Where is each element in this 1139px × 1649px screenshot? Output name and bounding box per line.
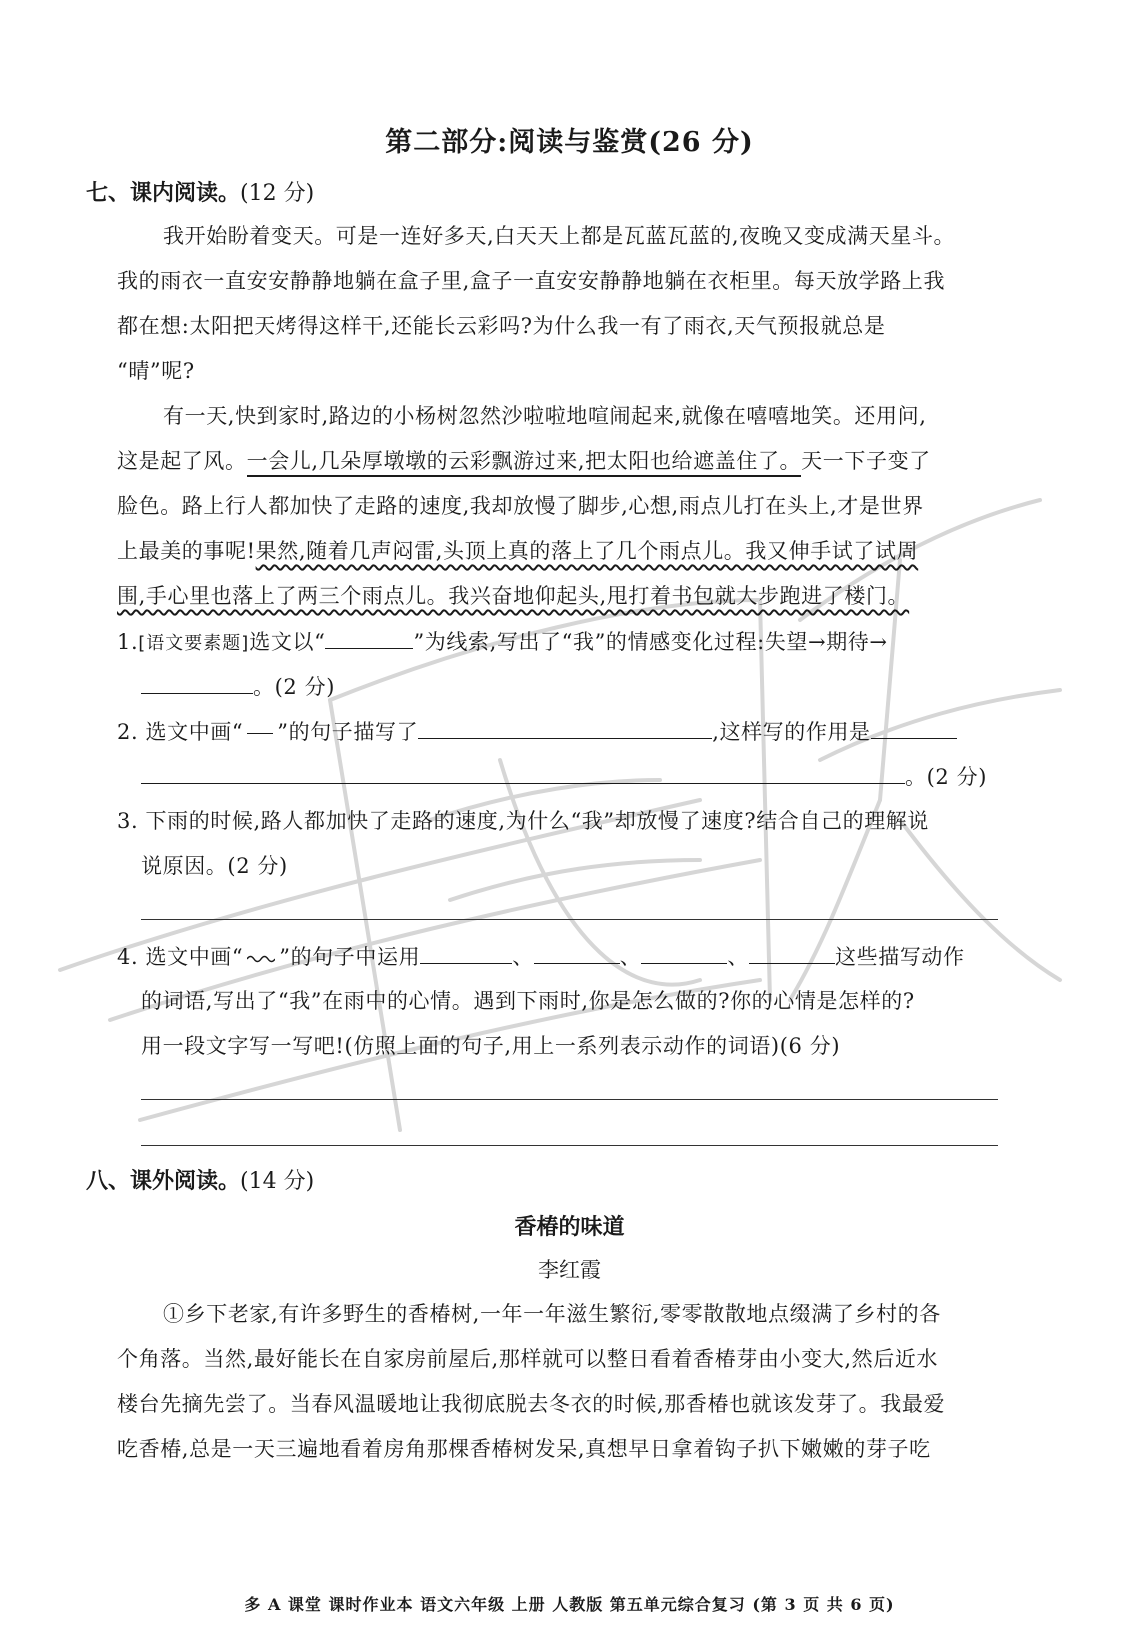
answer-line-q4-2[interactable]: [141, 1145, 998, 1146]
passage-p2-line3: 脸色。路上行人都加快了走路的速度,我却放慢了脚步,心想,雨点儿打在头上,才是世界: [117, 494, 924, 518]
separator: 、: [619, 945, 642, 969]
question-text: 。(2 分): [253, 675, 336, 699]
question-4-line2: 的词语,写出了“我”在雨中的心情。遇到下雨时,你是怎么做的?你的心情是怎样的?: [141, 989, 915, 1013]
question-text: ,这样写的作用是: [712, 720, 871, 744]
story-line-2: 个角落。当然,最好能长在自家房前屋后,那样就可以整日看着香椿芽由小变大,然后近水: [117, 1347, 939, 1371]
wavy-underlined-sentence: 果然,随着几声闷雷,头顶上真的落上了几个雨点儿。我又伸手试了试周: [255, 539, 919, 563]
section-7-heading: [86, 176, 314, 207]
wavy-line-sample-icon: [247, 954, 275, 964]
answer-blank-description[interactable]: [418, 716, 712, 739]
question-1-line2: [141, 671, 335, 702]
question-4: [117, 941, 965, 972]
story-line-1: ①乡下老家,有许多野生的香椿树,一年一年滋生繁衍,零零散散地点缀满了乡村的各: [163, 1302, 941, 1326]
answer-line-q4-1[interactable]: [141, 1099, 998, 1100]
question-text: 这些描写动作: [835, 945, 965, 969]
question-text: 选文以“: [249, 630, 326, 654]
question-text: 2. 选文中画“: [117, 720, 244, 744]
story-author: 李红霞: [538, 1258, 601, 1282]
answer-blank-clue[interactable]: [325, 626, 413, 649]
answer-line-q3[interactable]: [141, 919, 998, 920]
answer-blank-verb-2[interactable]: [534, 941, 620, 964]
question-3-line2: 说原因。(2 分): [141, 854, 288, 878]
question-number: 1.: [117, 630, 139, 654]
section-8-points: (14 分): [240, 1169, 315, 1194]
wavy-underlined-sentence: 围,手心里也落上了两三个雨点儿。我兴奋地仰起头,甩打着书包就大步跑进了楼门。: [117, 584, 910, 608]
question-2-line2: [141, 761, 987, 792]
text-segment: 天一下子变了: [801, 449, 931, 473]
section-7-points: (12 分): [240, 181, 315, 206]
passage-p1-line4: “晴”呢?: [117, 359, 195, 383]
section-8-title: 八、课外阅读。: [86, 1168, 241, 1194]
answer-blank-verb-1[interactable]: [420, 941, 512, 964]
section-8-heading: [86, 1164, 314, 1195]
passage-p1-line3: 都在想:太阳把天烤得这样干,还能长云彩吗?为什么我一有了雨衣,天气预报就总是: [117, 314, 886, 338]
page-footer: 多 A 课堂 课时作业本 语文六年级 上册 人教版 第五单元综合复习 (第 3 页 共 6 页): [244, 1595, 895, 1614]
question-1: [117, 626, 888, 659]
part-title: 第二部分:阅读与鉴赏(26 分): [385, 127, 754, 158]
passage-p2-line5: [117, 581, 909, 611]
section-7-title: 七、课内阅读。: [86, 180, 241, 206]
passage-p2-line2: [117, 446, 931, 476]
story-line-4: 吃香椿,总是一天三遍地看着房角那棵香椿树发呆,真想早日拿着钩子扒下嫩嫩的芽子吃: [117, 1437, 931, 1461]
question-3-line1: 3. 下雨的时候,路人都加快了走路的速度,为什么“我”却放慢了速度?结合自己的理解说: [117, 809, 929, 833]
question-tag: [语文要素题]: [138, 633, 250, 654]
question-2: [117, 716, 957, 747]
passage-p1-line2: 我的雨衣一直安安静静地躺在盒子里,盒子一直安安静静地躺在衣柜里。每天放学路上我: [117, 269, 946, 293]
passage-p2-line4: [117, 536, 918, 566]
separator: 、: [727, 945, 750, 969]
text-segment: 这是起了风。: [117, 449, 247, 473]
story-title: 香椿的味道: [514, 1215, 625, 1240]
answer-blank-verb-4[interactable]: [749, 941, 835, 964]
passage-p2-line1: 有一天,快到家时,路边的小杨树忽然沙啦啦地喧闹起来,就像在嘻嘻地笑。还用问,: [163, 404, 927, 428]
separator: 、: [512, 945, 534, 969]
straight-underlined-sentence: 一会儿,几朵厚墩墩的云彩飘游过来,把太阳也给遮盖住了。: [247, 449, 802, 477]
answer-blank-effect-continued[interactable]: [141, 761, 905, 784]
answer-blank-verb-3[interactable]: [641, 941, 727, 964]
answer-blank-emotion[interactable]: [141, 671, 253, 694]
question-text: ”的句子描写了: [277, 720, 419, 744]
question-text: ”的句子中运用: [279, 945, 421, 969]
answer-blank-effect[interactable]: [871, 716, 957, 739]
text-segment: 上最美的事呢!: [117, 539, 256, 563]
question-4-line3: 用一段文字写一写吧!(仿照上面的句子,用上一系列表示动作的词语)(6 分): [141, 1034, 841, 1058]
question-text: ”为线索,写出了“我”的情感变化过程:失望→期待→: [413, 630, 888, 654]
straight-line-sample-icon: [247, 733, 273, 734]
question-text: 4. 选文中画“: [117, 945, 244, 969]
story-line-3: 楼台先摘先尝了。当春风温暖地让我彻底脱去冬衣的时候,那香椿也就该发芽了。我最爱: [117, 1392, 946, 1416]
question-text: 。(2 分): [905, 765, 988, 789]
passage-p1-line1: 我开始盼着变天。可是一连好多天,白天天上都是瓦蓝瓦蓝的,夜晚又变成满天星斗。: [163, 224, 956, 248]
